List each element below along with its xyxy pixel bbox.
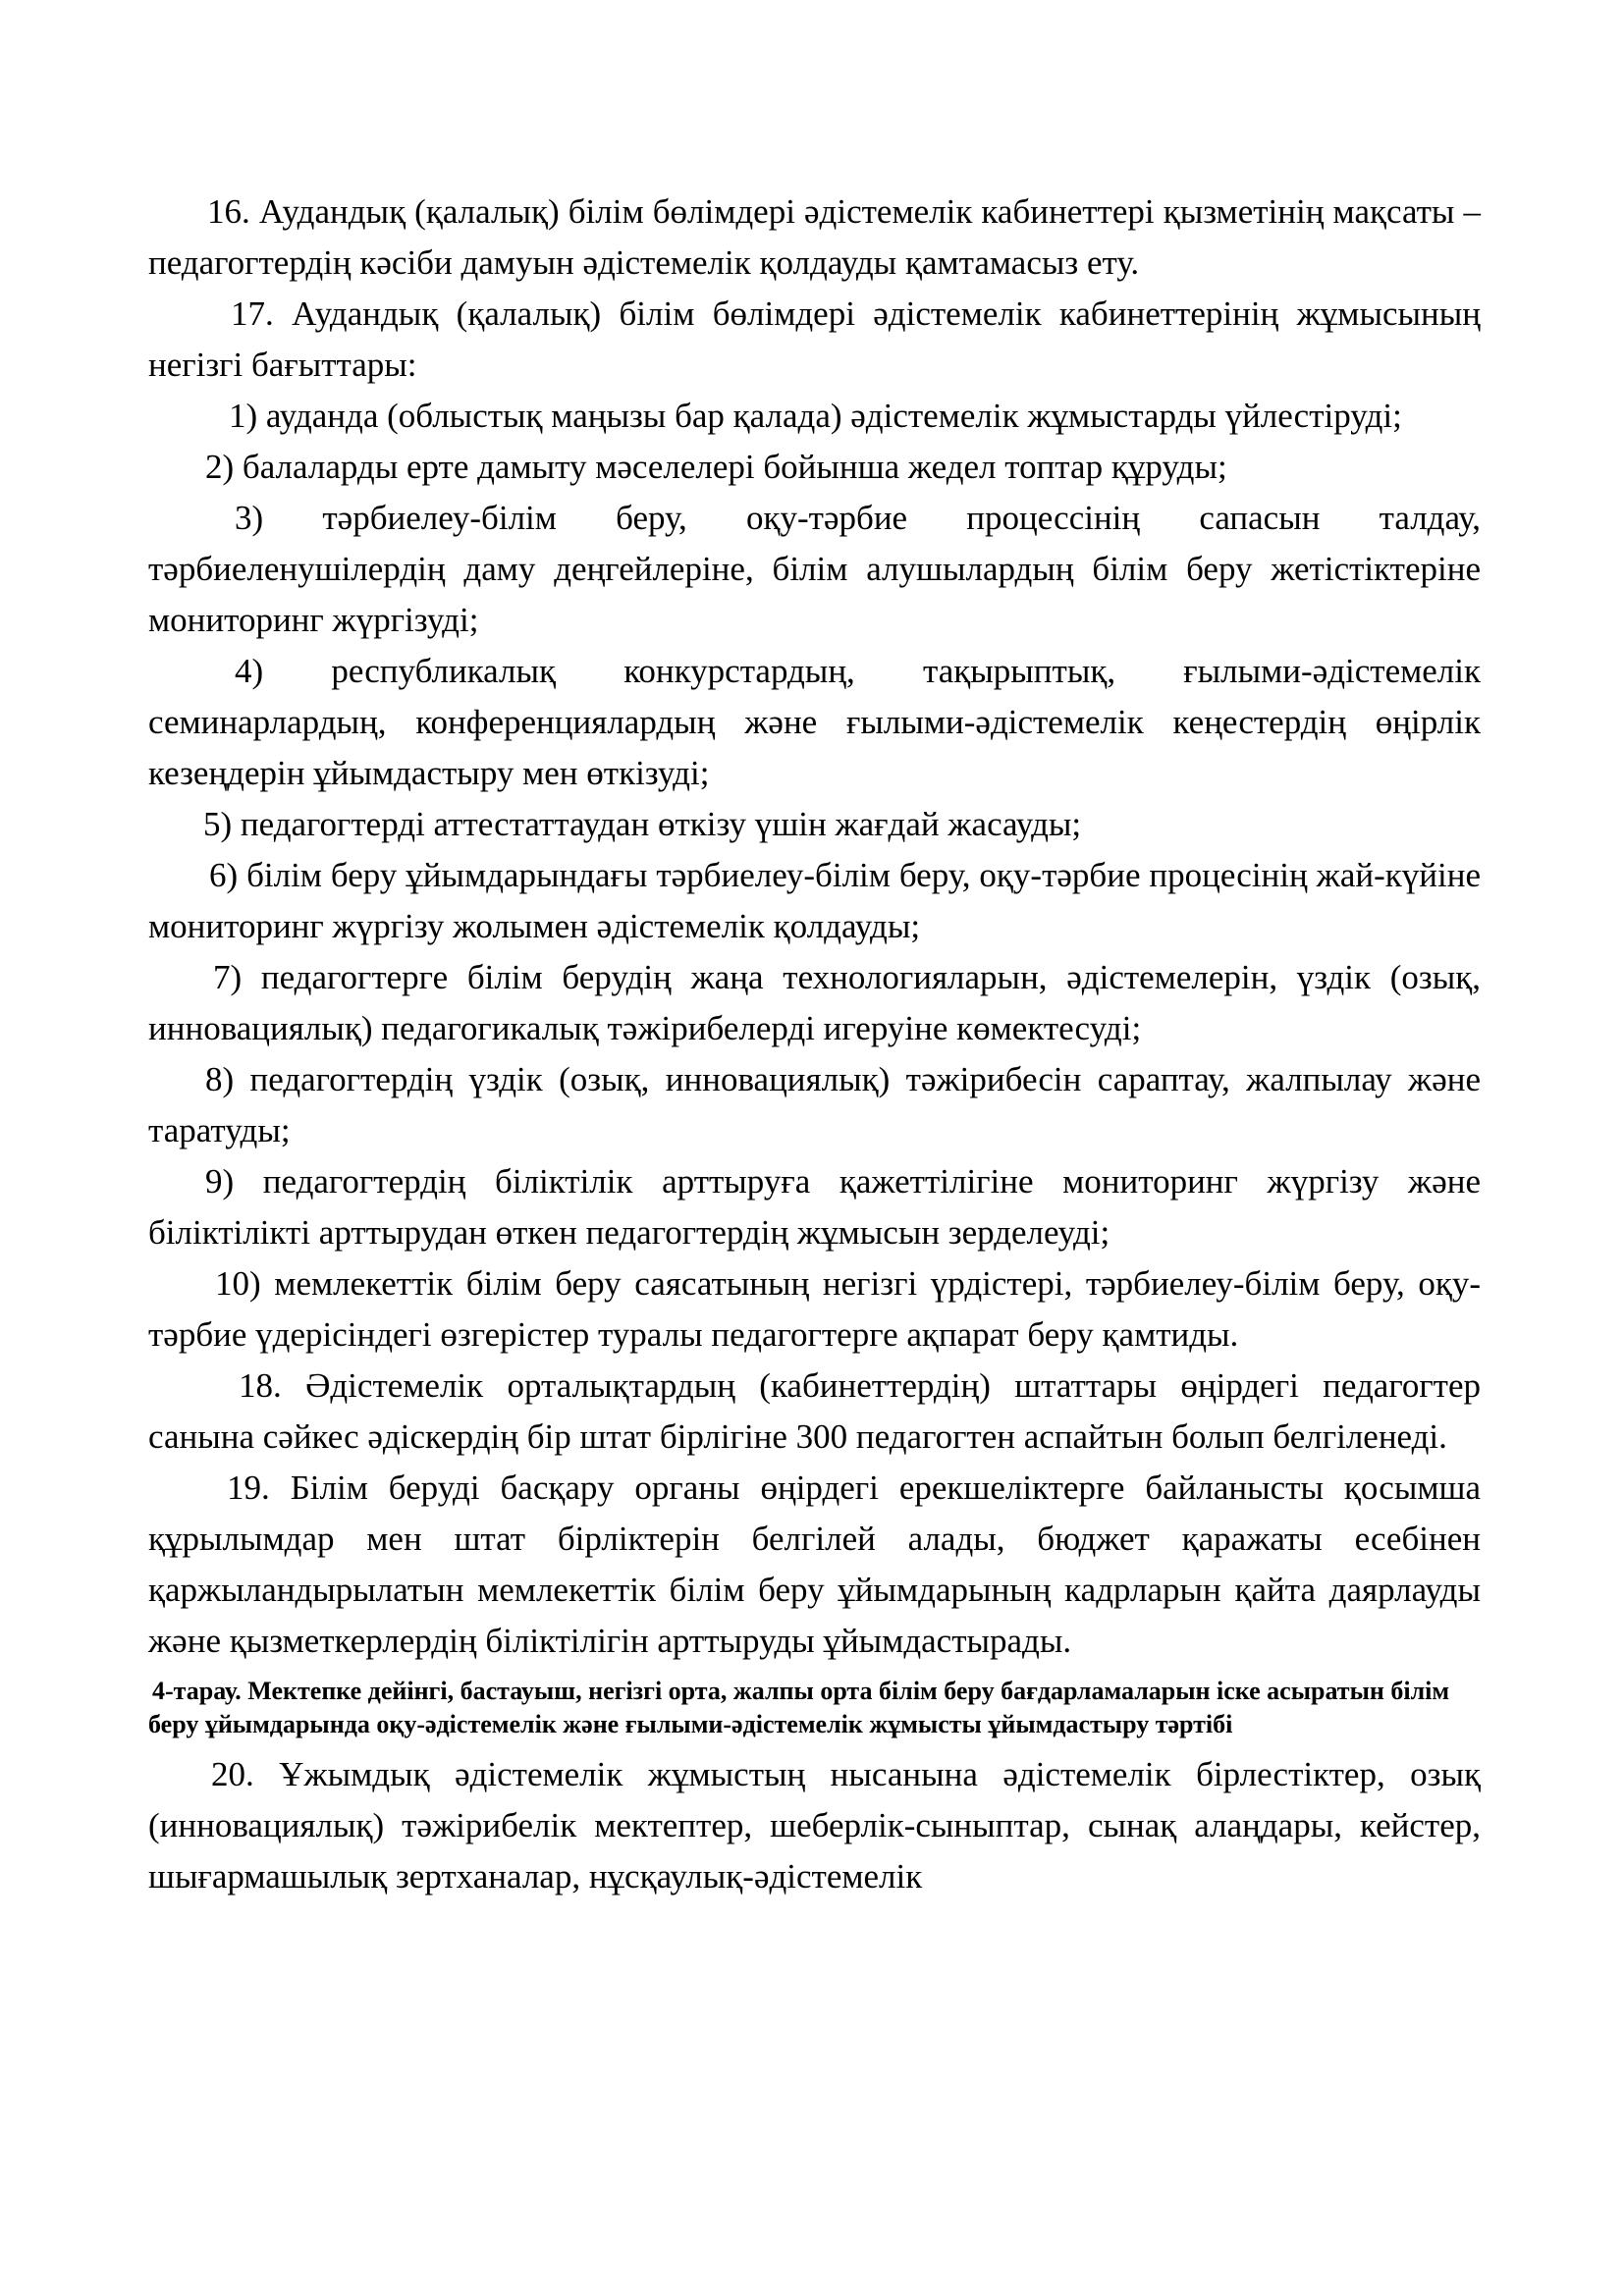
list-item-6: 6) білім беру ұйымдарындағы тәрбиелеу-білім беру, оқу-тәрбие процесінің жай-күйіне мониторинг жүргізу жолымен әдістемелік қолдауды; [148,856,1481,945]
paragraph-19: 19. Білім беруді басқару органы өңірдегі ерекшеліктерге байланысты қосымша құрылымдар мен штат бірліктерін белгілей алады, бюджет қаражаты есебінен қаржыландырылатын мемлекеттік білім беру ұйымдарының кадрларын қайта даярлауды және қызметкерлердің біліктілігін арттыруды ұйымдастырады. [148,1468,1481,1660]
paragraph-18: 18. Әдістемелік орталықтардың (кабинеттердің) штаттары өңірдегі педагогтер санына сәйкес әдіскердің бір штат бірлігіне 300 педагогтен аспайтын болып белгіленеді. [148,1366,1481,1456]
document-body [148,187,1481,1902]
list-item-2: 2) балаларды ерте дамыту мәселелері бойынша жедел топтар құруды; [205,448,1227,486]
list-item-5: 5) педагогтерді аттестаттаудан өткізу үшін жағдай жасауды; [203,805,1082,843]
list-item-9: 9) педагогтердің біліктілік арттыруға қажеттілігіне мониторинг жүргізу және біліктілікті арттырудан өткен педагогтердің жұмысын зерделеуді; [148,1162,1481,1252]
section-heading: 4-тарау. Мектепке дейінгі, бастауыш, негізгі орта, жалпы орта білім беру бағдарламаларын іске асыратын білім беру ұйымдарында оқу-әдістемелік және ғылыми-әдістемелік жұмысты ұйымдастыру тәртібі [148,1677,1450,1738]
list-item-10: 10) мемлекеттік білім беру саясатының негізгі үрдістері, тәрбиелеу-білім беру, оқу-тәрбие үдерісіндегі өзгерістер туралы педагогтерге ақпарат беру қамтиды. [148,1264,1481,1354]
list-item-8: 8) педагогтердің үздік (озық, инновациялық) тәжірибесін сараптау, жалпылау және таратуды; [148,1060,1481,1149]
paragraph-16: 16. Аудандық (қалалық) білім бөлімдері әдістемелік кабинеттері қызметінің мақсаты – педагогтердің кәсіби дамуын әдістемелік қолдауды қамтамасыз ету. [148,192,1481,282]
paragraph-17: 17. Аудандық (қалалық) білім бөлімдері әдістемелік кабинеттерінің жұмысының негізгі бағыттары: [148,294,1481,384]
list-item-4: 4) республикалық конкурстардың, тақырыптық, ғылыми-әдістемелік семинарлардың, конференциялардың және ғылыми-әдістемелік кеңестердің өңірлік кезеңдерін ұйымдастыру мен өткізуді; [148,652,1481,792]
paragraph-20: 20. Ұжымдық әдістемелік жұмыстың нысанына әдістемелік бірлестіктер, озық (инновациялық) тәжірибелік мектептер, шеберлік-сыныптар, сынақ алаңдары, кейстер, шығармашылық зертханалар, нұсқаулық-әдістемелік [148,1755,1481,1896]
list-item-7: 7) педагогтерге білім берудің жаңа технологияларын, әдістемелерін, үздік (озық, инновациялық) педагогикалық тәжірибелерді игеруіне көмектесуді; [148,958,1481,1047]
list-item-3: 3) тәрбиелеу-білім беру, оқу-тәрбие процессінің сапасын талдау, тәрбиеленушілердің даму деңгейлеріне, білім алушылардың білім беру жетістіктеріне мониторинг жүргізуді; [148,499,1481,639]
list-item-1: 1) ауданда (облыстық маңызы бар қалада) әдістемелік жұмыстарды үйлестіруді; [229,397,1402,435]
